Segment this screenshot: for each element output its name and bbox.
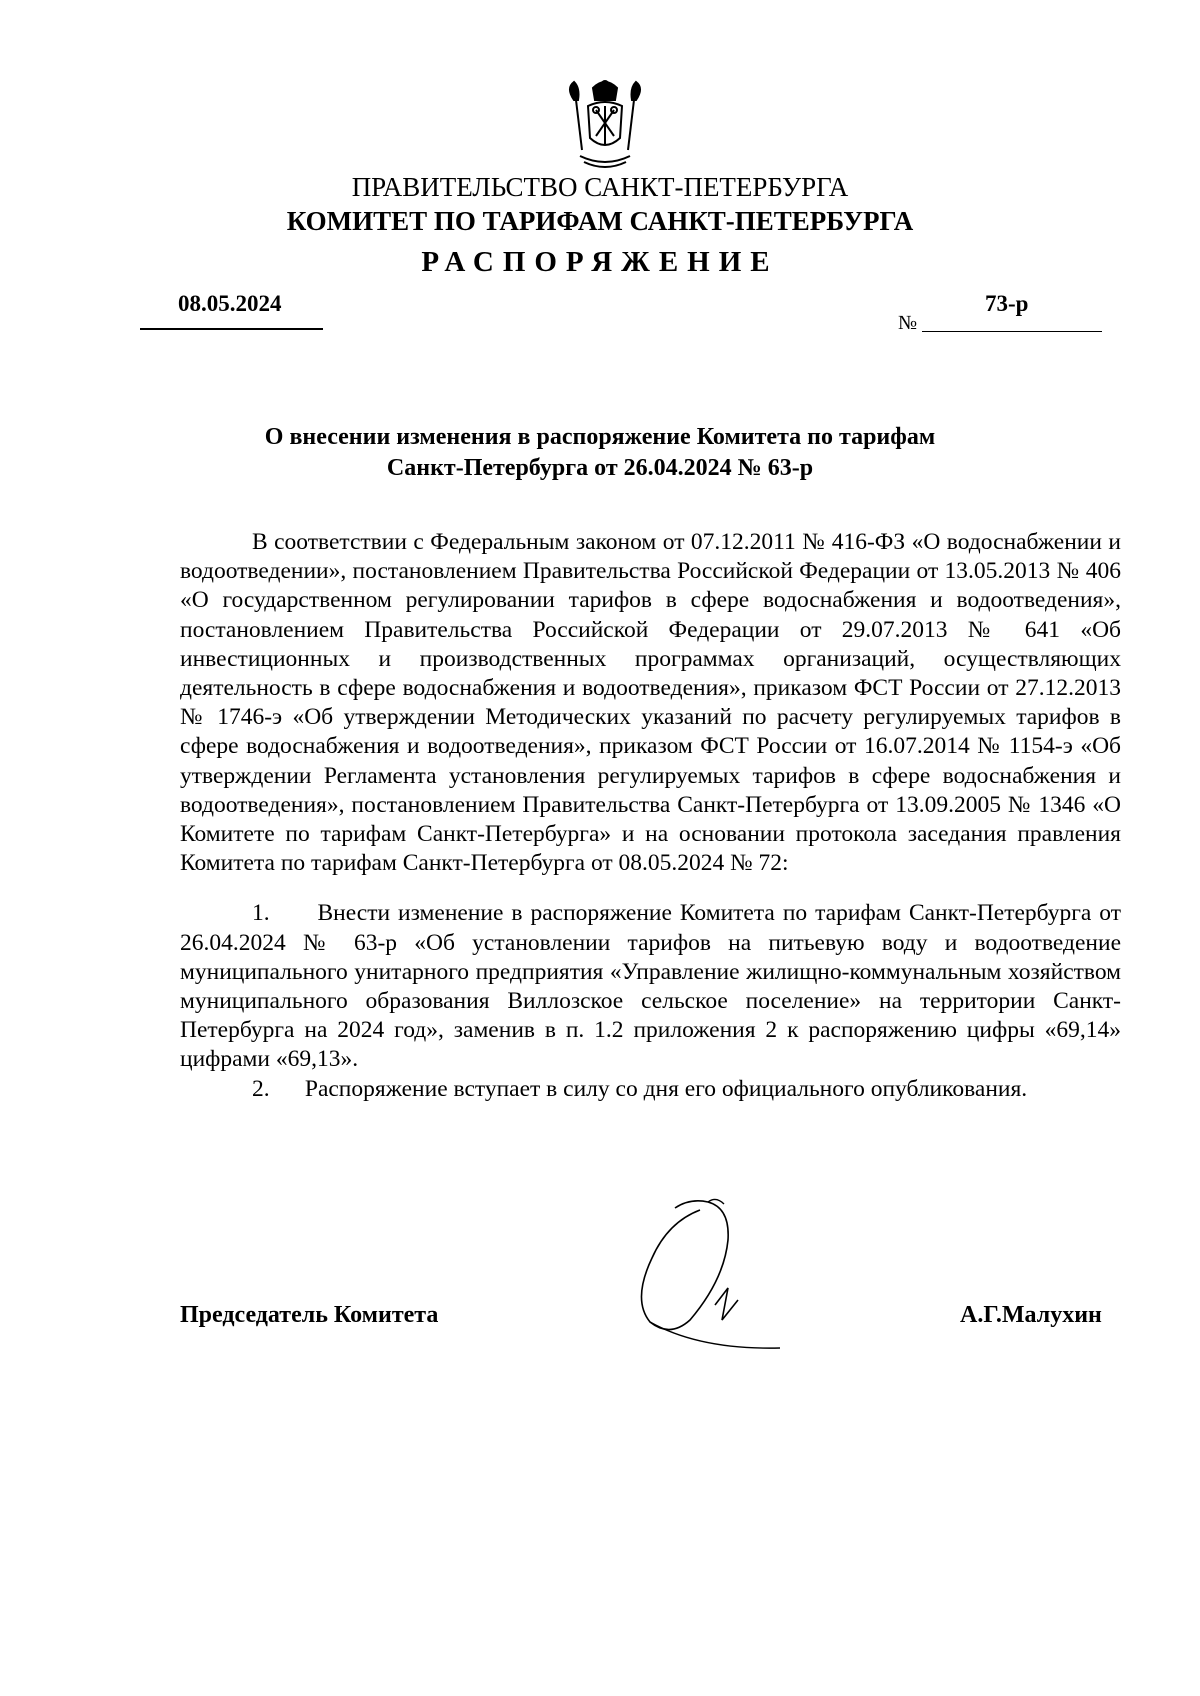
document-date: 08.05.2024 xyxy=(178,291,282,316)
subject-line-2: Санкт-Петербурга от 26.04.2024 № 63-р xyxy=(386,455,814,481)
signatory-title: Председатель Комитета xyxy=(180,1302,439,1328)
item-1-text: Внести изменение в распоряжение Комитета по тарифам Санкт-Петербурга от 26.04.2024 № 63-р «Об установлении тарифов на питьевую воду и водоотведение муниципального унитарного предприятия «Управление жилищно-коммунальным хозяйством муниципального образования Виллозское сельское поселение» на территории Санкт-Петербурга на 2024 год», заменив в п. 1.2 приложения 2 к распоряжению цифры «69,14» цифрами «69,13». xyxy=(180,900,1121,1073)
government-name: ПРАВИТЕЛЬСТВО САНКТ-ПЕТЕРБУРГА xyxy=(351,172,849,202)
committee-name: КОМИТЕТ ПО ТАРИФАМ САНКТ-ПЕТЕРБУРГА xyxy=(286,206,914,236)
date-underline xyxy=(140,328,323,330)
signatory-name: А.Г.Малухин xyxy=(960,1302,1102,1328)
document-type: РАСПОРЯЖЕНИЕ xyxy=(421,246,779,278)
number-underline xyxy=(922,331,1102,332)
document-number: 73-р xyxy=(985,291,1029,316)
coat-of-arms-icon xyxy=(560,78,650,170)
document-body xyxy=(180,528,1121,1104)
item-1-number: 1. xyxy=(252,900,270,927)
item-2 xyxy=(180,1075,1121,1104)
preamble-paragraph: В соответствии с Федеральным законом от 07.12.2011 № 416-ФЗ «О водоснабжении и водоотведении», постановлением Правительства Российской Федерации от 13.05.2013 № 406 «О государственном регулировании тарифов в сфере водоснабжения и водоотведения», постановлением Правительства Российской Федерации от 29.07.2013 № 641 «Об инвестиционных и производственных программах организаций, осуществляющих деятельность в сфере водоснабжения и водоотведения», приказом ФСТ России от 27.12.2013 № 1746-э «Об утверждении Методических указаний по расчету регулируемых тарифов в сфере водоснабжения и водоотведения», приказом ФСТ России от 16.07.2014 № 1154-э «Об утверждении Регламента установления регулируемых тарифов в сфере водоснабжения и водоотведения», постановлением Правительства Санкт-Петербурга от 13.09.2005 № 1346 «О Комитете по тарифам Санкт-Петербурга» и на основании протокола заседания правления Комитета по тарифам Санкт-Петербурга от 08.05.2024 № 72: xyxy=(180,529,1121,877)
handwritten-signature xyxy=(620,1150,800,1360)
item-1 xyxy=(180,899,1121,1074)
item-2-text: Распоряжение вступает в силу со дня его официального опубликования. xyxy=(304,1075,1028,1102)
subject-line-1: О внесении изменения в распоряжение Комитета по тарифам xyxy=(264,424,936,450)
number-sign: № xyxy=(898,312,918,334)
item-2-number: 2. xyxy=(252,1075,270,1102)
document-subject xyxy=(150,422,1050,484)
